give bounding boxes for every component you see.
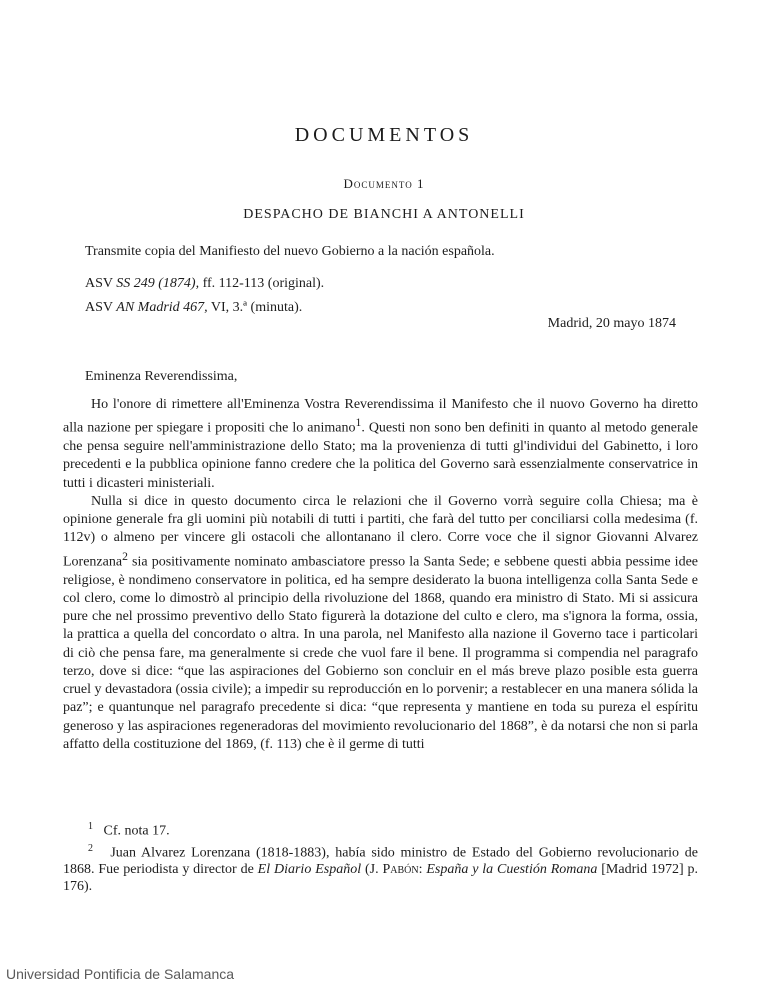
page-title: DOCUMENTOS	[294, 124, 474, 146]
footnote-mark: 1	[88, 821, 93, 832]
paragraph-text: sia positivamente nominato ambasciatore presso la Santa Sede; e sebbene questi abbia pessime idee religiose, è nondimeno conservatore in politica, ed ha sempre desiderato la buona intelligenza colla Santa Sede e col clero, come lo dimostrò al principio della rivoluzione del 1868, quando era ministro di Stato. Mi si assicura pure che nel prossimo preventivo dello Stato figurerà la dotazione del culto e clero, ma s'ignora la forma, ossia, la prattica a quella del concordato o altra. In una parola, nel Manifesto alla nazione il Governo tace i particolari di ciò che pensa fare, ma generalmente si crede che vuol fare il bene. Il programma si compendia nel paragrafo terzo, dove si dice: “que las aspiraciones del Gobierno son concluir en el más breve plazo posible esta guerra cruel y devastadora (ossia civile); a impedir su reproducción en lo porvenir; a restablecer en una manera sólida la paz”; e quantunque nel paragrafo precedente si dica: “que representa y mantiene en toda su pureza el espíritu generoso y las aspiraciones regeneradoras del movimiento revolucionario del 1868”, è da notarsi che non si parla affatto della costituzione del 1869, (f. 113) che è il germe di tutti	[63, 554, 698, 752]
document-heading: DESPACHO DE BIANCHI A ANTONELLI	[243, 207, 525, 222]
paragraph-2	[63, 493, 698, 754]
footnotes	[63, 818, 698, 895]
footnote-text: [Madrid 1972] p. 176).	[63, 862, 699, 895]
footnote-ref-1[interactable]: 1	[355, 416, 362, 430]
source-detail: ff. 112-113 (original).	[199, 276, 325, 291]
paragraph-text: Nulla si dice in questo documento circa le relazioni che il Governo vorrà seguire colla Chiesa; ma è opinione generale fra gli uomini più notabili di tutti i partiti, che farà del tutto per conciliarsi colla medesima (f. 112v) o almeno per vincere gli ostacoli che allontanano il clero. Corre voce che il signor Giovanni Alvarez Lorenzana	[63, 493, 698, 570]
footnote-text: Juan Alvarez Lorenzana (1818-1883), había sido ministro de Estado del Gobierno revolucionario de 1868. Fue periodista y director de	[63, 845, 699, 878]
document-number: Documento 1	[343, 176, 425, 191]
letter-body	[63, 396, 698, 754]
footnote-italic: El Diario Español	[257, 862, 362, 878]
footnote-text: (J.	[361, 862, 383, 878]
dateline: Madrid, 20 mayo 1874	[547, 316, 676, 331]
source-reference: SS 249 (1874),	[116, 276, 200, 291]
footnote-text: Cf. nota 17.	[103, 823, 170, 839]
source-prefix: ASV	[85, 300, 117, 315]
footnote-text: :	[418, 862, 427, 878]
footnote-1	[63, 818, 698, 840]
archive-source-2	[85, 300, 302, 316]
footnote-italic: España y la Cuestión Romana	[426, 862, 598, 878]
source-prefix: ASV	[85, 276, 117, 291]
salutation: Eminenza Reverendissima,	[85, 369, 238, 384]
source-reference: AN Madrid 467,	[116, 300, 208, 315]
source-detail: VI, 3.ª (minuta).	[207, 300, 303, 315]
footnote-2	[63, 840, 698, 896]
document-summary: Transmite copia del Manifiesto del nuevo Gobierno a la nación española.	[85, 244, 495, 259]
paragraph-1	[63, 396, 698, 493]
archive-source-1	[85, 276, 324, 292]
paragraph-text: Ho l'onore di rimettere all'Eminenza Vostra Reverendissima il Manifesto che il nuovo Governo ha diretto alla nazione per spiegare i propositi che lo animano	[63, 397, 698, 436]
footnote-author: Pabón	[382, 862, 419, 878]
footnote-mark: 2	[88, 842, 93, 854]
footer-watermark: Universidad Pontificia de Salamanca	[6, 966, 235, 982]
footnote-ref-2[interactable]: 2	[122, 549, 128, 563]
paragraph-text: . Questi non sono ben definiti in quanto al metodo generale che pensa seguire nell'amministrazione dello Stato; ma la provenienza di tutti gl'individui del Gabinetto, i loro precedenti e la pubblica opinione fanno credere che la politica del Governo sarà essenzialmente conservatrice in tutti i dicasteri ministeriali.	[63, 420, 698, 491]
